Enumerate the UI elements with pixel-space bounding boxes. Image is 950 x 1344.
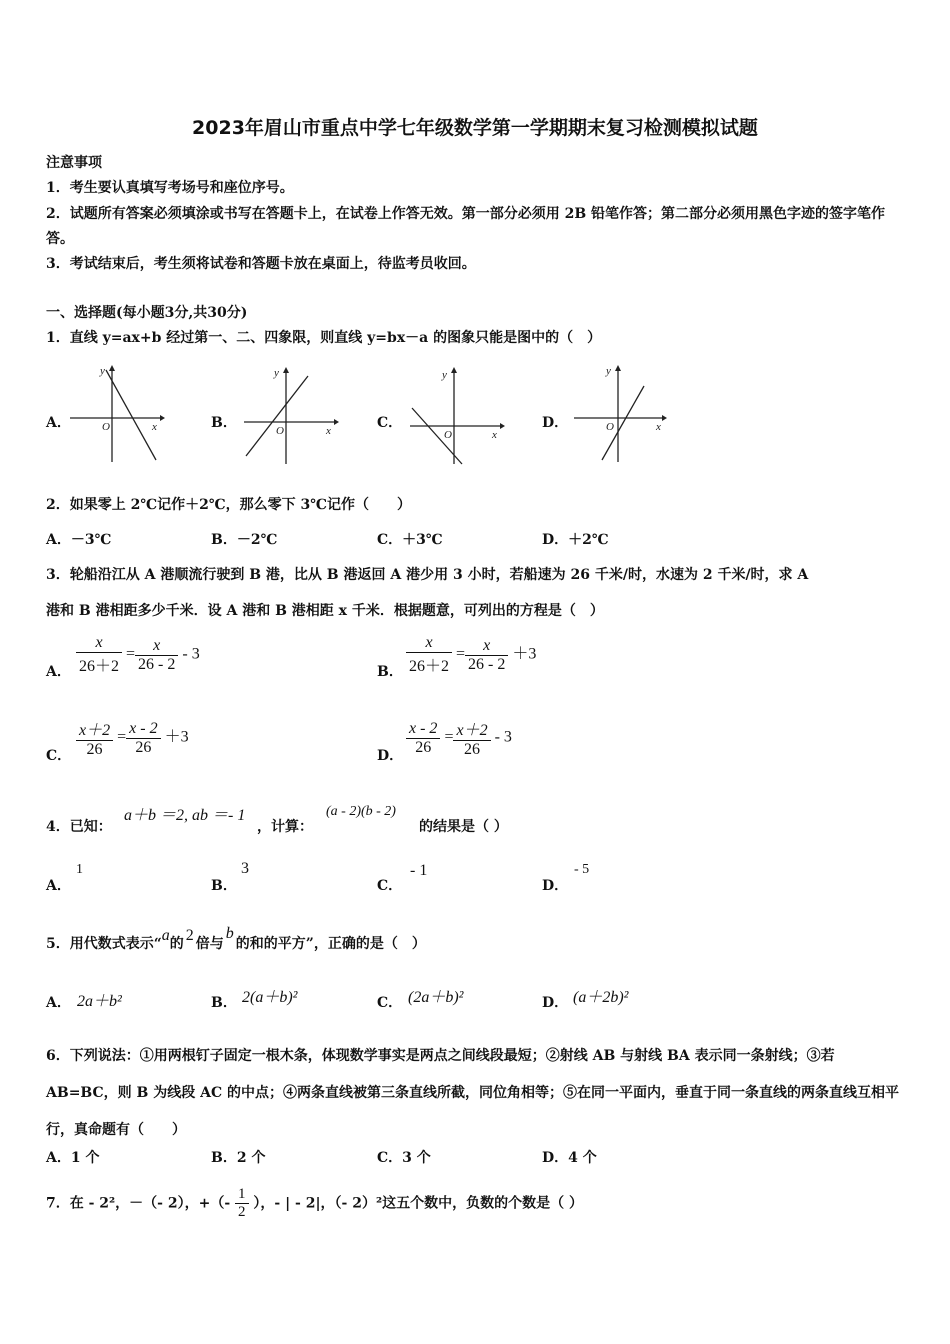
q4-option-c-label: C． xyxy=(377,878,403,894)
q6-option-c: C．3 个 xyxy=(377,1150,431,1166)
page-title: 2023年眉山市重点中学七年级数学第一学期期末复习检测模拟试题 xyxy=(192,117,758,139)
q4-option-a-label: A． xyxy=(46,878,71,894)
q2-option-b: B．－2℃ xyxy=(211,532,278,548)
q7-frac-den: 2 xyxy=(238,1204,246,1220)
y-arrow xyxy=(615,365,621,371)
tail: - 3 xyxy=(182,645,200,663)
x-arrow xyxy=(500,423,505,429)
q4-expression: (a - 2)(b - 2) xyxy=(326,804,396,819)
notice-item-1: 1．考生要认真填写考场号和座位序号。 xyxy=(46,180,294,196)
q5-option-a-value: 2a＋b² xyxy=(77,993,122,1010)
frac-den: 26 - 2 xyxy=(468,655,506,673)
x-label: x xyxy=(326,425,331,437)
q1-graph-d xyxy=(570,362,670,467)
q3-option-a-equation xyxy=(76,634,200,676)
y-label: y xyxy=(274,367,279,379)
frac-num: x xyxy=(135,637,178,656)
q1-option-d-label: D． xyxy=(542,415,569,431)
q3-option-d-label: D． xyxy=(377,748,404,764)
tail: ＋3 xyxy=(164,728,189,746)
x-arrow xyxy=(160,415,165,421)
frac-num: x＋2 xyxy=(453,717,490,741)
q4-option-b-label: B． xyxy=(211,878,237,894)
q3-option-c-equation xyxy=(76,717,189,759)
frac-num: x xyxy=(76,634,122,653)
q5-option-b-label: B． xyxy=(211,995,237,1011)
q1-option-b-label: B． xyxy=(211,415,237,431)
y-label: y xyxy=(442,369,447,381)
q3-option-a-label: A． xyxy=(46,664,71,680)
y-arrow xyxy=(283,367,289,373)
q1-option-c-label: C． xyxy=(377,415,403,431)
q5-option-c-label: C． xyxy=(377,995,403,1011)
frac-den: 26＋2 xyxy=(409,658,450,675)
question-3-line-2: 港和 B 港相距多少千米．设 A 港和 B 港相距 x 千米．根据题意，可列出的方程是（ ） xyxy=(46,603,604,619)
y-arrow xyxy=(451,367,457,373)
origin-label: O xyxy=(444,429,452,441)
question-5-text xyxy=(46,925,426,953)
tail: - 3 xyxy=(494,728,512,746)
section-heading: 一、选择题(每小题3分,共30分) xyxy=(46,305,248,321)
frac-den: 26 xyxy=(464,741,481,758)
frac-num: x - 2 xyxy=(126,720,160,739)
q4-mid: ，计算： xyxy=(257,819,313,835)
frac-num: x - 2 xyxy=(406,720,440,739)
equals-sign: = xyxy=(126,645,136,663)
q5-option-d-label: D． xyxy=(542,995,569,1011)
q3-option-d-equation xyxy=(406,717,512,759)
q5-option-d-value: (a＋2b)² xyxy=(573,989,629,1006)
graph-line xyxy=(246,376,308,456)
q1-graph-c xyxy=(406,364,506,469)
question-6-text: 6．下列说法：①用两根钉子固定一根木条，体现数学事实是两点之间线段最短；②射线 AB 与射线 BA 表示同一条射线；③若 AB=BC，则 B 为线段 AC 的中点；④两条直线被第三条直线所截，同位角相等；⑤在同一平面内，垂直于同一条直线的两条直线互相平行，真命题有（ ） xyxy=(46,1048,899,1138)
x-label: x xyxy=(152,421,157,433)
x-label: x xyxy=(492,429,497,441)
x-label: x xyxy=(656,421,661,433)
q1-graph-b xyxy=(240,364,340,469)
question-2-text: 2．如果零上 2℃记作＋2℃，那么零下 3℃记作（ ） xyxy=(46,497,412,513)
q7-post: ），- | - 2|，（- 2）²这五个数中，负数的个数是（ ） xyxy=(253,1195,583,1212)
origin-label: O xyxy=(606,421,614,433)
tail: ＋3 xyxy=(512,645,537,663)
q4-option-d-label: D． xyxy=(542,878,569,894)
q3-option-b-label: B． xyxy=(377,664,403,680)
q5-part-4: 的和的平方”，正确的是（ ） xyxy=(235,936,426,952)
q5-var-a: a xyxy=(161,927,170,944)
notice-heading: 注意事项 xyxy=(46,155,102,171)
frac-den: 26 xyxy=(86,741,103,758)
origin-label: O xyxy=(276,425,284,437)
q4-option-c-value: - 1 xyxy=(410,862,428,879)
q2-option-a: A．－3℃ xyxy=(46,532,112,548)
q6-option-b: B．2 个 xyxy=(211,1150,266,1166)
equals-sign: = xyxy=(444,728,454,746)
q4-pre: 4．已知： xyxy=(46,819,112,835)
equals-sign: = xyxy=(117,728,127,746)
frac-num: x xyxy=(406,634,452,653)
q5-part-1: 5．用代数式表示“ xyxy=(46,936,162,952)
q4-option-b-value: 3 xyxy=(241,860,249,877)
question-7-text xyxy=(46,1186,583,1221)
y-label: y xyxy=(606,365,611,377)
frac-num: x＋2 xyxy=(76,717,113,741)
y-arrow xyxy=(109,365,115,371)
q5-option-a-label: A． xyxy=(46,995,71,1011)
q5-part-3: 倍与 xyxy=(195,936,224,952)
q7-pre: 7．在 - 2²，－（- 2），+（- xyxy=(46,1195,231,1212)
q2-option-c: C．＋3℃ xyxy=(377,532,443,548)
q4-condition: a＋b ＝2, ab ＝- 1 xyxy=(124,807,246,824)
q5-option-b-value: 2(a＋b)² xyxy=(242,989,298,1006)
q5-var-b: b xyxy=(225,925,234,942)
frac-den: 26 xyxy=(135,738,152,756)
frac-den: 26 xyxy=(415,738,432,756)
q4-post: 的结果是（ ） xyxy=(419,819,508,835)
q3-option-c-label: C． xyxy=(46,748,72,764)
frac-num: x xyxy=(465,637,508,656)
q5-option-c-value: (2a＋b)² xyxy=(408,989,464,1006)
q2-option-d: D．＋2℃ xyxy=(542,532,609,548)
q5-two: 2 xyxy=(185,927,194,944)
y-label: y xyxy=(100,365,105,377)
q1-option-a-label: A． xyxy=(46,415,71,431)
q5-part-2: 的 xyxy=(169,936,184,952)
q1-graph-a xyxy=(66,362,166,467)
frac-den: 26＋2 xyxy=(79,658,120,675)
frac-den: 26 - 2 xyxy=(138,655,176,673)
question-3-line-1: 3．轮船沿江从 A 港顺流行驶到 B 港，比从 B 港返回 A 港少用 3 小时，若船速为 26 千米/时，水速为 2 千米/时，求 A xyxy=(46,567,809,583)
q3-option-b-equation xyxy=(406,634,536,676)
q4-option-d-value: - 5 xyxy=(574,862,590,877)
q4-option-a-value: 1 xyxy=(76,862,83,877)
q6-option-a: A．1 个 xyxy=(46,1150,100,1166)
x-arrow xyxy=(662,415,667,421)
q6-option-d: D．4 个 xyxy=(542,1150,597,1166)
origin-label: O xyxy=(102,421,110,433)
q7-frac-num: 1 xyxy=(235,1186,249,1204)
equals-sign: = xyxy=(456,645,466,663)
x-arrow xyxy=(334,419,339,425)
notice-item-3: 3．考试结束后，考生须将试卷和答题卡放在桌面上，待监考员收回。 xyxy=(46,256,476,272)
notice-item-2: 2．试题所有答案必须填涂或书写在答题卡上，在试卷上作答无效。第一部分必须用 2B 铅笔作答；第二部分必须用黑色字迹的签字笔作答。 xyxy=(46,206,886,247)
graph-line xyxy=(106,370,156,460)
question-1-text: 1．直线 y=ax+b 经过第一、二、四象限，则直线 y=bx－a 的图象只能是图中的（ ） xyxy=(46,330,602,346)
